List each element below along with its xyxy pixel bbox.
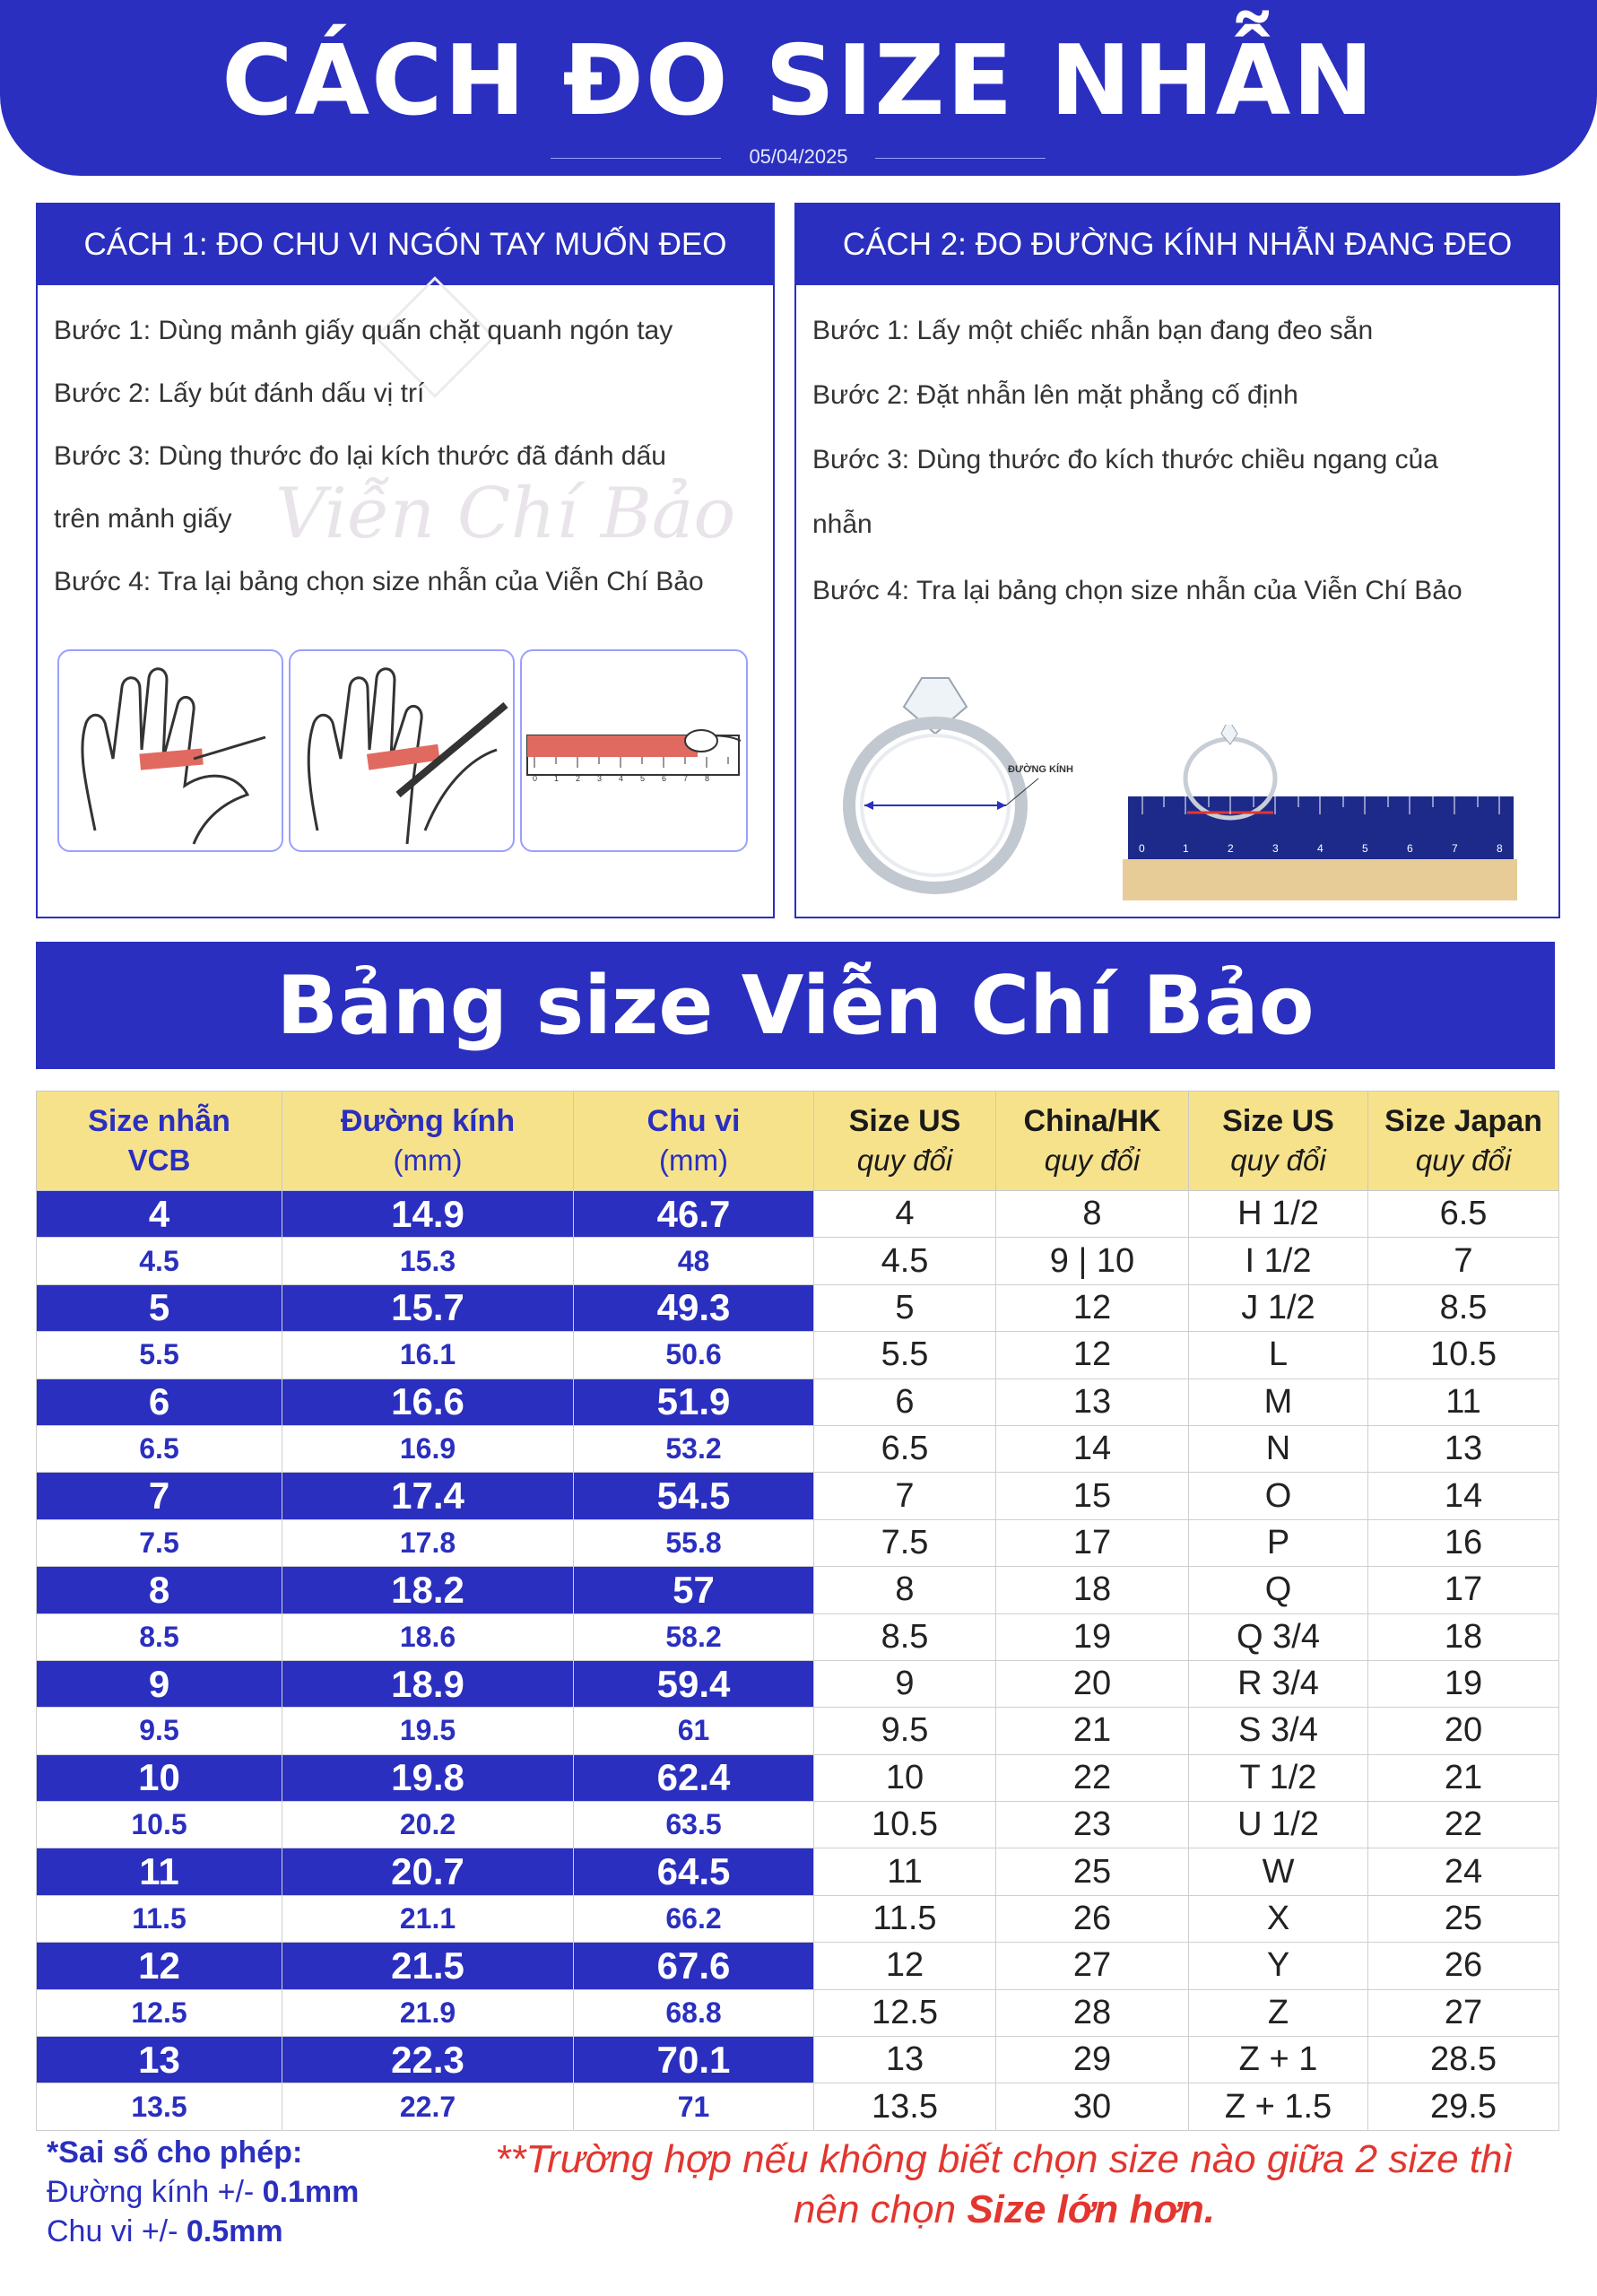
table-cell: P [1189,1519,1368,1566]
table-cell: 11.5 [37,1895,282,1942]
table-cell: 30 [996,2083,1189,2130]
advice-line-1: **Trường hợp nếu không biết chọn size nào giữa 2 size thì [495,2137,1514,2181]
table-cell: 24 [1368,1848,1559,1895]
table-cell: 5 [37,1284,282,1331]
table-cell: 20 [1368,1708,1559,1754]
table-cell: 49.3 [574,1284,814,1331]
table-cell: 11 [37,1848,282,1895]
table-cell: 57 [574,1567,814,1613]
table-cell: 13.5 [814,2083,996,2130]
table-cell: 20.7 [282,1848,574,1895]
table-cell: 29.5 [1368,2083,1559,2130]
ruler-label: 8 [1497,842,1503,855]
table-cell: 12.5 [814,1989,996,2036]
table-cell: 6.5 [37,1425,282,1472]
table-cell: 11.5 [814,1895,996,1942]
hand-pen-icon [291,651,513,850]
illustration-wrap-paper [57,649,283,852]
tolerance-title: *Sai số cho phép: [47,2135,303,2170]
table-cell: 8 [814,1567,996,1613]
table-cell: 61 [574,1708,814,1754]
method1-step-4: Bước 4: Tra lại bảng chọn size nhẫn của Viễn Chí Bảo [54,567,704,596]
header-diameter: Đường kính (mm) [282,1091,574,1191]
table-cell: O [1189,1473,1368,1519]
ruler-label: 2 [1228,842,1234,855]
ruler-label: 0 [533,774,538,783]
table-cell: 25 [996,1848,1189,1895]
ruler-label: 6 [1407,842,1413,855]
table-cell: 26 [996,1895,1189,1942]
table-cell: N [1189,1425,1368,1472]
ruler-label: 1 [554,774,560,783]
table-cell: 16.9 [282,1425,574,1472]
method1-step-2: Bước 2: Lấy bút đánh dấu vị trí [54,378,425,408]
table-cell: 67.6 [574,1943,814,1989]
method2-step-4: Bước 4: Tra lại bảng chọn size nhẫn của Viễn Chí Bảo [812,576,1462,605]
table-cell: S 3/4 [1189,1708,1368,1754]
table-cell: 12 [814,1943,996,1989]
table-cell: 17.4 [282,1473,574,1519]
table-cell: 10.5 [37,1802,282,1848]
ruler-label: 3 [597,774,603,783]
table-cell: R 3/4 [1189,1660,1368,1707]
table-cell: 63.5 [574,1802,814,1848]
table-row [37,1191,1559,1238]
table-cell: 14 [996,1425,1189,1472]
table-row [37,1519,1559,1566]
table-row [37,1660,1559,1707]
header-circumference: Chu vi (mm) [574,1091,814,1191]
table-cell: 14 [1368,1473,1559,1519]
table-cell: 9 [37,1660,282,1707]
table-cell: 18 [996,1567,1189,1613]
table-cell: 9 | 10 [996,1238,1189,1284]
size-table-banner: Bảng size Viễn Chí Bảo [36,942,1555,1069]
table-cell: 22 [996,1754,1189,1801]
table-cell: 58.2 [574,1613,814,1660]
table-cell: 6.5 [1368,1191,1559,1238]
illustration-ruler [520,649,748,852]
ruler-label: 8 [705,774,710,783]
method1-step-3: Bước 3: Dùng thước đo lại kích thước đã đánh dấu [54,441,666,471]
table-cell: 71 [574,2083,814,2130]
table-cell: 10.5 [1368,1332,1559,1378]
table-cell: 28 [996,1989,1189,2036]
method2-panel [794,203,1560,918]
table-cell: 25 [1368,1895,1559,1942]
table-cell: 12.5 [37,1989,282,2036]
table-cell: 15.7 [282,1284,574,1331]
table-cell: 16 [1368,1519,1559,1566]
watermark-text: Viễn Chí Bảo [275,474,736,554]
table-cell: 18.6 [282,1613,574,1660]
table-cell: 13 [814,2037,996,2083]
table-row [37,1378,1559,1425]
table-cell: 19 [1368,1660,1559,1707]
table-cell: 16.6 [282,1378,574,1425]
table-cell: L [1189,1332,1368,1378]
diameter-tolerance: Đường kính +/- 0.1mm [47,2175,360,2209]
table-cell: 15 [996,1473,1189,1519]
table-cell: 11 [1368,1378,1559,1425]
size-table [36,1091,1559,2131]
table-cell: 13 [1368,1425,1559,1472]
table-cell: 19 [996,1613,1189,1660]
table-cell: 16.1 [282,1332,574,1378]
table-cell: 55.8 [574,1519,814,1566]
ring-ruler-icon [1123,725,1517,900]
table-cell: 53.2 [574,1425,814,1472]
table-cell: J 1/2 [1189,1284,1368,1331]
table-header-row [37,1091,1559,1191]
method2-step-2: Bước 2: Đặt nhẫn lên mặt phẳng cố định [812,380,1298,410]
table-cell: 48 [574,1238,814,1284]
hand-paper-icon [59,651,282,850]
method1-step-3-cont: trên mảnh giấy [54,504,232,534]
table-row [37,1848,1559,1895]
table-cell: 22.7 [282,2083,574,2130]
table-cell: 18 [1368,1613,1559,1660]
method2-step-3: Bước 3: Dùng thước đo kích thước chiều ngang của [812,445,1438,474]
table-cell: 70.1 [574,2037,814,2083]
table-row [37,1943,1559,1989]
table-cell: 46.7 [574,1191,814,1238]
ruler-label: 5 [1362,842,1368,855]
table-cell: 21.5 [282,1943,574,1989]
table-cell: 20.2 [282,1802,574,1848]
table-cell: H 1/2 [1189,1191,1368,1238]
table-cell: 22.3 [282,2037,574,2083]
table-cell: 8 [37,1567,282,1613]
table-cell: 12 [996,1284,1189,1331]
table-cell: 10 [37,1754,282,1801]
table-cell: 5 [814,1284,996,1331]
header-size-vcb: Size nhẫn VCB [37,1091,282,1191]
table-row [37,1425,1559,1472]
table-cell: 9.5 [814,1708,996,1754]
ruler-label: 6 [662,774,667,783]
advice-note [430,2135,1578,2235]
method1-panel [36,203,775,918]
table-cell: 21.1 [282,1895,574,1942]
table-row [37,2083,1559,2130]
table-cell: 17.8 [282,1519,574,1566]
ruler-label: 4 [619,774,624,783]
table-cell: 17 [1368,1567,1559,1613]
page-title: CÁCH ĐO SIZE NHẪN [221,25,1376,137]
table-cell: 8.5 [1368,1284,1559,1331]
ruler-label: 3 [1272,842,1279,855]
table-cell: 8.5 [814,1613,996,1660]
table-cell: 4 [37,1191,282,1238]
table-cell: 19.5 [282,1708,574,1754]
ruler-label: 7 [1452,842,1458,855]
ruler-icon [522,651,746,850]
table-cell: 17 [996,1519,1189,1566]
table-cell: 9.5 [37,1708,282,1754]
table-row [37,2037,1559,2083]
ruler-label: 4 [1317,842,1324,855]
table-cell: 8 [996,1191,1189,1238]
table-row [37,1802,1559,1848]
table-row [37,1989,1559,2036]
table-cell: 4.5 [37,1238,282,1284]
table-cell: W [1189,1848,1368,1895]
table-cell: 13 [996,1378,1189,1425]
table-cell: 13.5 [37,2083,282,2130]
table-cell: 21 [996,1708,1189,1754]
ruler-label: 5 [640,774,646,783]
table-cell: 4 [814,1191,996,1238]
table-cell: 27 [1368,1989,1559,2036]
ruler-label: 2 [576,774,581,783]
table-cell: 10.5 [814,1802,996,1848]
tolerance-note [47,2133,359,2251]
table-cell: 15.3 [282,1238,574,1284]
ring-diameter-icon [832,671,1038,895]
method1-step-1: Bước 1: Dùng mảnh giấy quấn chặt quanh ngón tay [54,316,673,345]
table-cell: 6.5 [814,1425,996,1472]
table-cell: Y [1189,1943,1368,1989]
table-cell: Z + 1 [1189,2037,1368,2083]
table-cell: 7 [814,1473,996,1519]
table-cell: 20 [996,1660,1189,1707]
table-cell: Z [1189,1989,1368,2036]
table-cell: Z + 1.5 [1189,2083,1368,2130]
table-cell: 5.5 [814,1332,996,1378]
table-cell: 22 [1368,1802,1559,1848]
table-row [37,1238,1559,1284]
method2-step-1: Bước 1: Lấy một chiếc nhẫn bạn đang đeo sẵn [812,316,1374,345]
table-row [37,1895,1559,1942]
table-cell: Q [1189,1567,1368,1613]
table-cell: 28.5 [1368,2037,1559,2083]
table-cell: 4.5 [814,1238,996,1284]
table-row [37,1284,1559,1331]
table-cell: 50.6 [574,1332,814,1378]
table-cell: 9 [814,1660,996,1707]
method1-title: CÁCH 1: ĐO CHU VI NGÓN TAY MUỐN ĐEO [38,204,773,285]
table-cell: 7.5 [814,1519,996,1566]
table-cell: 64.5 [574,1848,814,1895]
table-row [37,1613,1559,1660]
table-cell: 6 [37,1378,282,1425]
table-cell: 14.9 [282,1191,574,1238]
table-cell: 29 [996,2037,1189,2083]
header-size-us-letter: Size US quy đổi [1189,1091,1368,1191]
table-cell: 18.9 [282,1660,574,1707]
table-cell: 59.4 [574,1660,814,1707]
table-cell: 7 [37,1473,282,1519]
table-cell: 62.4 [574,1754,814,1801]
table-cell: U 1/2 [1189,1802,1368,1848]
publish-date: 05/04/2025 [749,145,848,168]
diameter-label: ĐƯỜNG KÍNH [1008,764,1073,775]
table-cell: 19.8 [282,1754,574,1801]
table-cell: 6 [814,1378,996,1425]
header-size-us: Size US quy đổi [814,1091,996,1191]
table-cell: 18.2 [282,1567,574,1613]
table-cell: 12 [37,1943,282,1989]
table-cell: 12 [996,1332,1189,1378]
table-row [37,1332,1559,1378]
table-cell: M [1189,1378,1368,1425]
table-row [37,1754,1559,1801]
table-row [37,1473,1559,1519]
table-cell: 5.5 [37,1332,282,1378]
table-cell: Q 3/4 [1189,1613,1368,1660]
table-cell: 7 [1368,1238,1559,1284]
table-cell: 26 [1368,1943,1559,1989]
illustration-mark-pen [289,649,515,852]
method2-step-3-cont: nhẫn [812,509,872,539]
ruler-label: 1 [1183,842,1189,855]
ruler-label: 0 [1139,842,1145,855]
advice-line-2: nên chọn Size lớn hơn. [794,2187,1215,2231]
table-cell: 8.5 [37,1613,282,1660]
circumference-tolerance: Chu vi +/- 0.5mm [47,2214,283,2248]
table-cell: 11 [814,1848,996,1895]
header-size-japan: Size Japan quy đổi [1368,1091,1559,1191]
ruler-label: 7 [683,774,689,783]
table-cell: 23 [996,1802,1189,1848]
table-cell: X [1189,1895,1368,1942]
table-cell: I 1/2 [1189,1238,1368,1284]
table-cell: T 1/2 [1189,1754,1368,1801]
table-cell: 68.8 [574,1989,814,2036]
table-cell: 7.5 [37,1519,282,1566]
table-cell: 21 [1368,1754,1559,1801]
table-cell: 27 [996,1943,1189,1989]
table-cell: 21.9 [282,1989,574,2036]
table-cell: 66.2 [574,1895,814,1942]
table-row [37,1567,1559,1613]
method2-title: CÁCH 2: ĐO ĐƯỜNG KÍNH NHẪN ĐANG ĐEO [796,204,1558,285]
table-row [37,1708,1559,1754]
table-cell: 54.5 [574,1473,814,1519]
table-cell: 10 [814,1754,996,1801]
header-china-hk: China/HK quy đổi [996,1091,1189,1191]
table-cell: 51.9 [574,1378,814,1425]
table-cell: 13 [37,2037,282,2083]
